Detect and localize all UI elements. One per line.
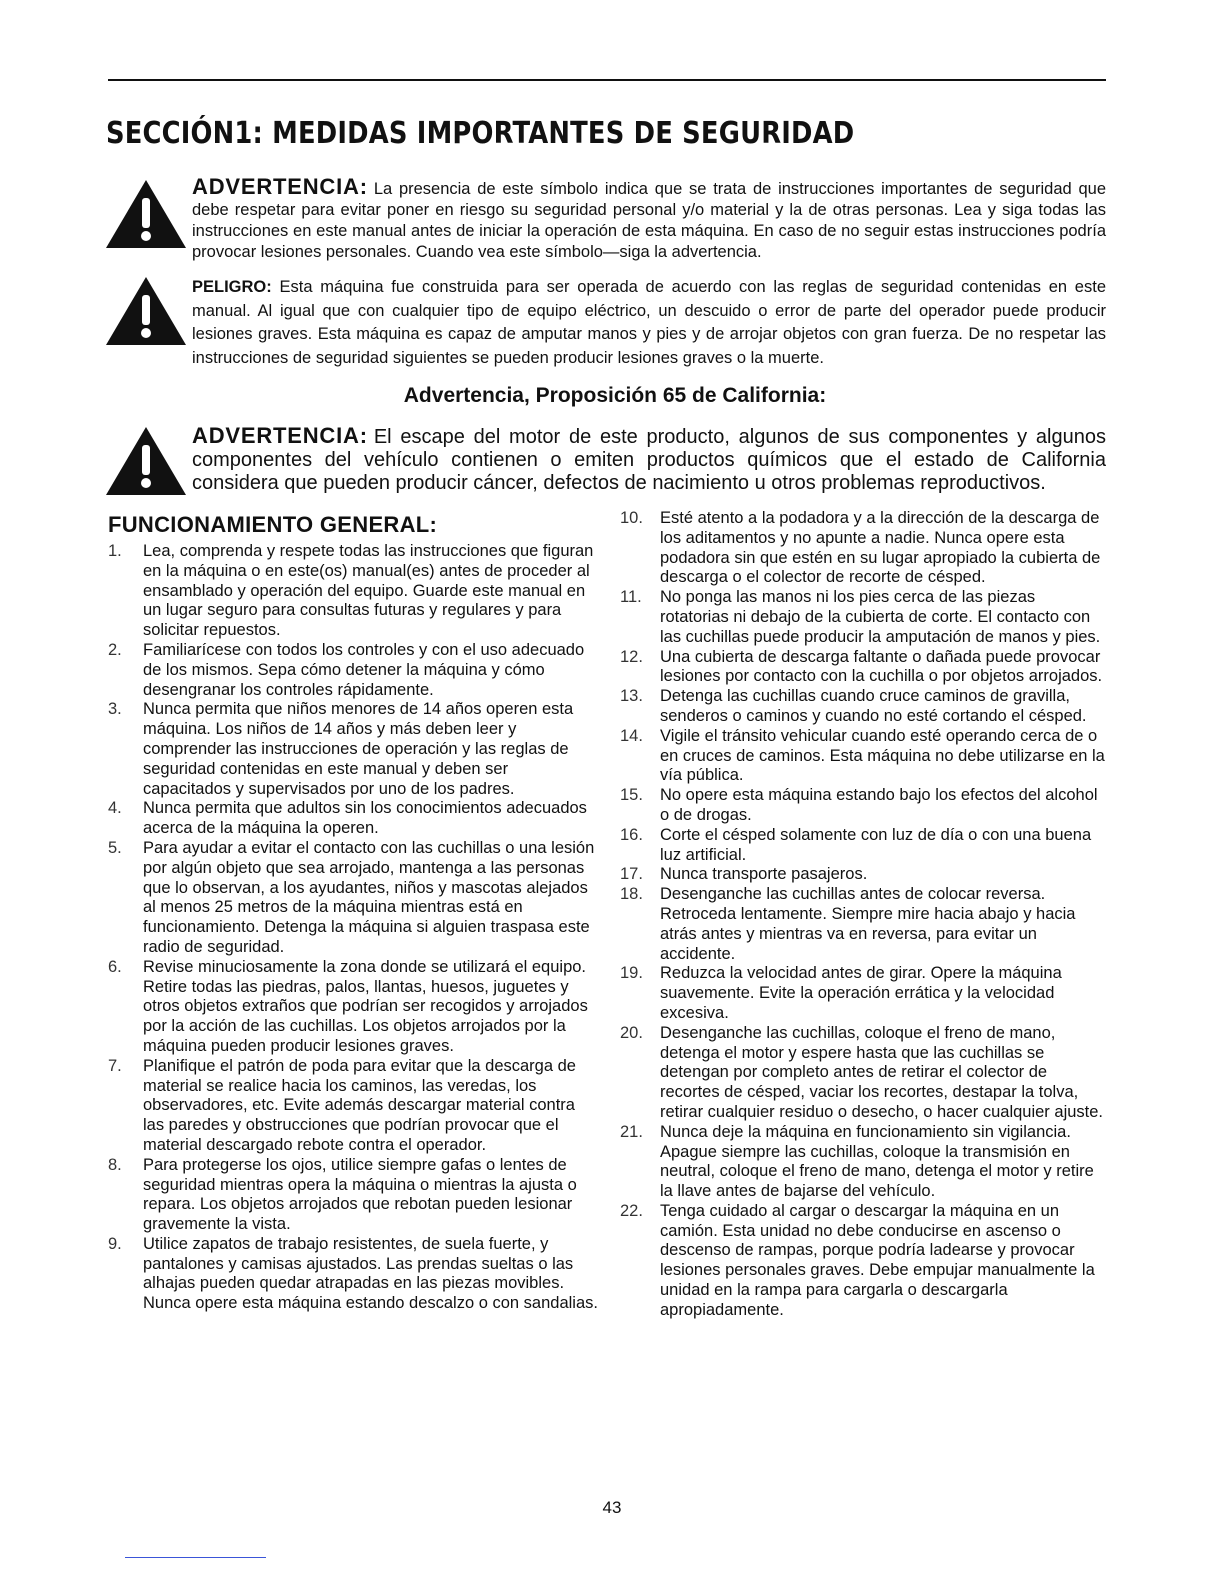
list-item-number: 6. xyxy=(108,957,122,976)
list-item-number: 17. xyxy=(620,865,643,884)
list-item-number: 2. xyxy=(108,640,122,659)
prop65-paragraph xyxy=(192,424,1106,495)
list-item xyxy=(620,509,1108,588)
list-item xyxy=(108,641,598,700)
list-item-number: 19. xyxy=(620,964,643,983)
list-item-number: 4. xyxy=(108,799,122,818)
list-item-number: 8. xyxy=(108,1155,122,1174)
list-item xyxy=(620,786,1108,826)
top-rule xyxy=(108,79,1106,81)
list-item-text: Vigile el tránsito vehicular cuando esté operando cerca de o en cruces de caminos. Esta máquina no debe utilizarse en la vía pública. xyxy=(660,726,1105,785)
list-item-text: Planifique el patrón de poda para evitar que la descarga de material se realice hacia los caminos, las veredas, los observadores, etc. Evite además descargar material contra las paredes y obstrucciones que podrían provocar que el material descargado rebote contra el operador. xyxy=(143,1056,576,1154)
list-item-text: Esté atento a la podadora y a la dirección de la descarga de los aditamentos y no apunte a nadie. Nunca opere esta podadora sin que estén en su lugar apropiado la cubierta de descarga o el colector de recorte de césped. xyxy=(660,509,1101,587)
warning-text: La presencia de este símbolo indica que se trata de instrucciones importantes de seguridad que debe respetar para evitar poner en riesgo su seguridad personal y/o material y la de otras personas. Lea y siga todas las instrucciones en este manual antes de iniciar la operación de esta máquina. En caso de no seguir estas instrucciones podría provocar lesiones personales. Cuando vea este símbolo—siga la advertencia. xyxy=(192,180,1106,261)
list-item-number: 15. xyxy=(620,786,643,805)
list-item-text: Para protegerse los ojos, utilice siempre gafas o lentes de seguridad mientras opera la máquina o mientras la ajusta o repara. Los objetos arrojados que rebotan pueden lesionar gravemente la vista. xyxy=(143,1155,577,1234)
list-item-number: 21. xyxy=(620,1122,643,1141)
list-item-text: Reduzca la velocidad antes de girar. Opere la máquina suavemente. Evite la operación errática y la velocidad excesiva. xyxy=(660,964,1062,1022)
list-item-text: Utilice zapatos de trabajo resistentes, de suela fuerte, y pantalones y camisas ajustados. Las prendas sueltas o las alhajas pueden quedar atrapadas en las piezas movibles. Nunca opere esta máquina estando descalzo o con sandalias. xyxy=(143,1234,598,1313)
list-item-text: No opere esta máquina estando bajo los efectos del alcohol o de drogas. xyxy=(660,786,1098,824)
list-item-text: Tenga cuidado al cargar o descargar la máquina en un camión. Esta unidad no debe conducirse en ascenso o descenso de rampas, porque podría ladearse y provocar lesiones personales graves. Debe empujar manualmente la unidad en la rampa para cargarla o descargarla apropiadamente. xyxy=(660,1201,1095,1319)
list-item-number: 20. xyxy=(620,1023,643,1042)
prop65-lead: ADVERTENCIA: xyxy=(192,423,368,448)
list-item-text: Nunca transporte pasajeros. xyxy=(660,865,868,884)
danger-lead: PELIGRO: xyxy=(192,278,272,296)
safety-list-right xyxy=(620,509,1108,1321)
list-item xyxy=(620,885,1108,964)
list-item-text: No ponga las manos ni los pies cerca de las piezas rotatorias ni debajo de la cubierta de corte. El contacto con las cuchillas puede producir la amputación de manos y pies. xyxy=(660,588,1101,646)
footer-underline xyxy=(125,1557,266,1558)
list-item xyxy=(620,826,1108,866)
list-item xyxy=(108,958,598,1057)
danger-text: Esta máquina fue construida para ser operada de acuerdo con las reglas de seguridad contenidas en este manual. Al igual que con cualquier tipo de equipo eléctrico, un descuido o error de parte del operador puede producir lesiones graves. Esta máquina es capaz de amputar manos y pies y de arrojar objetos con gran fuerza. De no respetar las instrucciones de seguridad siguientes se pueden producir lesiones graves o la muerte. xyxy=(192,278,1106,367)
safety-list-left xyxy=(108,542,598,1314)
list-item-text: Una cubierta de descarga faltante o dañada puede provocar lesiones por contacto con la cuchilla o por objetos arrojados. xyxy=(660,647,1103,686)
list-item-number: 10. xyxy=(620,509,643,527)
warning-triangle-icon xyxy=(104,425,188,497)
list-item xyxy=(108,700,598,799)
list-item-text: Familiarícese con todos los controles y con el uso adecuado de los mismos. Sepa cómo detener la máquina y cómo desengranar los controles rápidamente. xyxy=(143,640,585,699)
list-item xyxy=(620,588,1108,647)
list-item-text: Desenganche las cuchillas, coloque el freno de mano, detenga el motor y espere hasta que las cuchillas se detengan por completo antes de retirar el colector de recortes de césped, vaciar los recortes, destapar la tolva, retirar cualquier residuo o desecho, o hacer cualquier ajuste. xyxy=(660,1023,1104,1121)
list-item-text: Nunca deje la máquina en funcionamiento sin vigilancia. Apague siempre las cuchillas, coloque la transmisión en neutral, coloque el freno de mano, detenga el motor y retire la llave antes de bajarse del vehículo. xyxy=(660,1122,1094,1201)
list-item-text: Corte el césped solamente con luz de día o con una buena luz artificial. xyxy=(660,825,1092,864)
prop65-heading: Advertencia, Proposición 65 de California: xyxy=(403,384,827,407)
list-item xyxy=(620,1024,1108,1123)
list-item-number: 1. xyxy=(108,542,122,560)
list-item-number: 22. xyxy=(620,1201,643,1220)
list-item xyxy=(620,1202,1108,1321)
list-item xyxy=(108,1156,598,1235)
list-item xyxy=(620,865,1108,885)
list-item-number: 9. xyxy=(108,1234,122,1253)
list-item-text: Revise minuciosamente la zona donde se utilizará el equipo. Retire todas las piedras, palos, llantas, huesos, juguetes y otros objetos extraños que podrían ser recogidos y arrojados por la acción de las cuchillas. Los objetos arrojados por la máquina pueden producir lesiones graves. xyxy=(143,957,588,1055)
list-item xyxy=(108,1057,598,1156)
list-item-number: 7. xyxy=(108,1056,122,1075)
list-item-text: Nunca permita que adultos sin los conocimientos adecuados acerca de la máquina la operen. xyxy=(143,799,587,838)
list-item xyxy=(620,727,1108,786)
list-item-number: 5. xyxy=(108,838,122,857)
list-item xyxy=(620,964,1108,1023)
danger-paragraph xyxy=(192,276,1106,370)
list-item-number: 11. xyxy=(620,588,642,607)
list-item xyxy=(108,542,598,641)
section-title: SECCIÓN1: MEDIDAS IMPORTANTES DE SEGURIDAD xyxy=(106,116,855,151)
list-item-number: 18. xyxy=(620,885,643,904)
list-item-number: 12. xyxy=(620,647,643,666)
list-item xyxy=(620,687,1108,727)
page-number: 43 xyxy=(602,1498,622,1517)
warning-triangle-icon xyxy=(104,178,188,250)
list-item-text: Para ayudar a evitar el contacto con las cuchillas o una lesión por algún objeto que sea arrojado, mantenga a las personas que lo observan, a los ayudantes, niños y mascotas alejados al menos 25 metros de la máquina mientras está en funcionamiento. Detenga la máquina si alguien traspasa este radio de seguridad. xyxy=(143,838,595,956)
list-item-number: 3. xyxy=(108,700,122,719)
list-item-number: 13. xyxy=(620,687,643,706)
warning-triangle-icon xyxy=(104,275,188,347)
list-item-text: Detenga las cuchillas cuando cruce caminos de gravilla, senderos o caminos y cuando no esté cortando el césped. xyxy=(660,687,1087,725)
list-item xyxy=(620,1123,1108,1202)
list-item-text: Lea, comprenda y respete todas las instrucciones que figuran en la máquina o en este(os) manual(es) antes de proceder al ensamblado y operación del equipo. Guarde este manual en un lugar seguro para consultas futuras y regulares y para solicitar repuestos. xyxy=(143,542,594,640)
list-item-text: Nunca permita que niños menores de 14 años operen esta máquina. Los niños de 14 años y más deben leer y comprender las instrucciones de operación y las reglas de seguridad contenidas en este manual y deben ser capacitados y supervisados por uno de los padres. xyxy=(143,700,574,798)
prop65-text: El escape del motor de este producto, algunos de sus componentes y algunos componentes del vehículo contienen o emiten productos químicos que el estado de California considera que pueden producir cáncer, defectos de nacimiento u otros problemas reproductivos. xyxy=(192,426,1106,494)
list-item xyxy=(108,1235,598,1314)
list-item xyxy=(108,799,598,839)
list-item-text: Desenganche las cuchillas antes de colocar reversa. Retroceda lentamente. Siempre mire hacia abajo y hacia atrás antes y mientras va en reversa, para evitar un accidente. xyxy=(660,885,1076,963)
list-item-number: 16. xyxy=(620,825,643,844)
warning-paragraph xyxy=(192,176,1106,263)
warning-lead: ADVERTENCIA: xyxy=(192,174,368,199)
list-item xyxy=(108,839,598,958)
list-item-number: 14. xyxy=(620,726,643,745)
list-item xyxy=(620,648,1108,688)
general-heading: FUNCIONAMIENTO GENERAL: xyxy=(108,512,438,537)
